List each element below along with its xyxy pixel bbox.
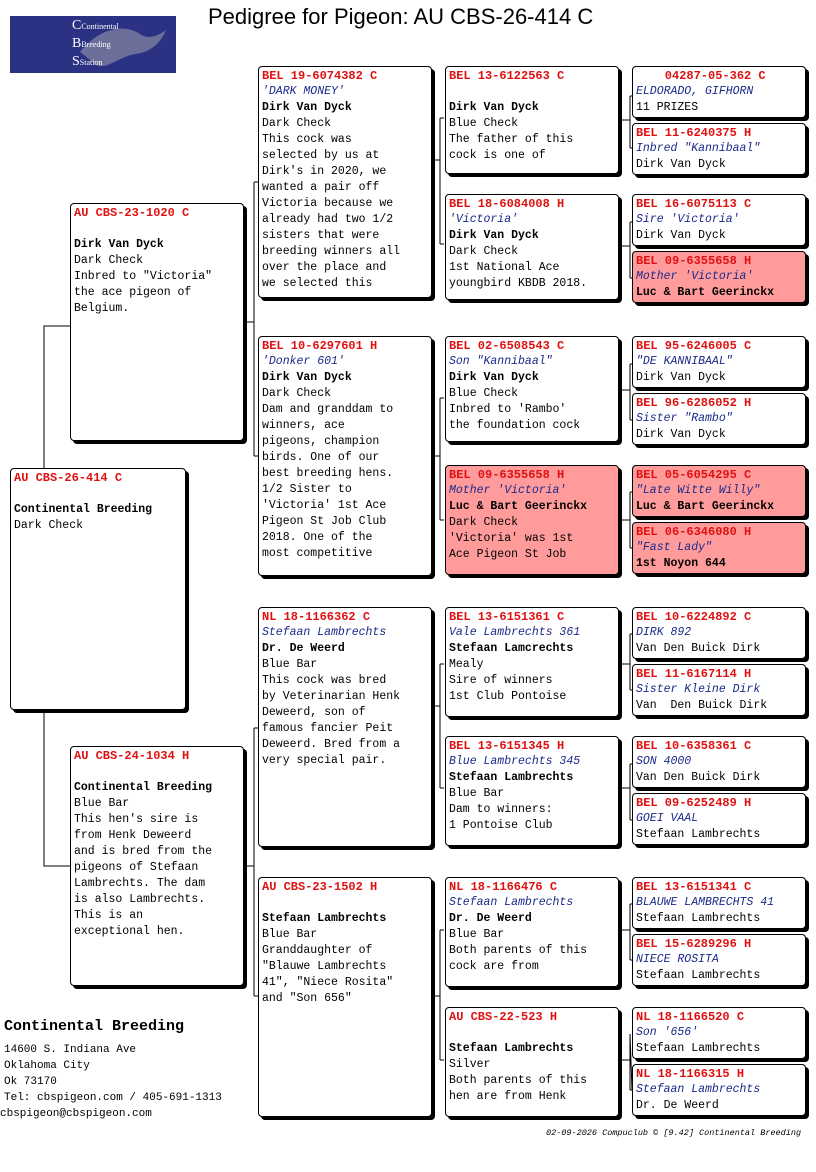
gen4-card[interactable] <box>632 877 806 929</box>
note-line: cock is one of <box>449 149 546 162</box>
pigeon-name: 'Donker 601' <box>262 355 345 368</box>
note-line: Blue Bar <box>449 928 505 941</box>
gen4-card[interactable] <box>632 736 806 788</box>
owner: Stefaan Lambrechts <box>449 1042 574 1055</box>
note-line: 1st National Ace <box>449 261 560 274</box>
note-line: Victoria because we <box>262 197 394 210</box>
note-line: Lambrechts. The dam <box>74 877 206 890</box>
gen4-card[interactable] <box>632 793 806 845</box>
note-line: we selected this <box>262 277 373 290</box>
ddd-card[interactable] <box>445 1007 619 1117</box>
note-line: Sire of winners <box>449 674 553 687</box>
logo-line-3: SStation <box>72 54 103 69</box>
pigeon-name: Vale Lambrechts 361 <box>449 626 581 639</box>
note-line: the ace pigeon of <box>74 286 192 299</box>
ring-number: BEL 19-6074382 C <box>262 69 378 83</box>
note-line: Deweerd, son of <box>262 706 366 719</box>
ring-number: BEL 15-6289296 H <box>636 937 752 951</box>
note-line: Stefaan Lambrechts <box>636 912 761 925</box>
note-line: Inbred to "Victoria" <box>74 270 213 283</box>
note-line: Blue Bar <box>262 928 318 941</box>
note-line: Dark Check <box>262 117 332 130</box>
note-line: 'Victoria' 1st Ace <box>262 499 387 512</box>
ring-number: BEL 10-6358361 C <box>636 739 752 753</box>
ring-number: AU CBS-22-523 H <box>449 1010 558 1024</box>
color: Dark Check <box>14 519 84 532</box>
note-line: Stefaan Lambrechts <box>636 828 761 841</box>
note-line: exceptional hen. <box>74 925 185 938</box>
note-line: This hen's sire is <box>74 813 199 826</box>
note-line: Dirk Van Dyck <box>636 371 726 384</box>
note-line: Dam to winners: <box>449 803 553 816</box>
pigeon-name: ELDORADO, GIFHORN <box>636 85 754 98</box>
owner: Continental Breeding <box>14 503 153 516</box>
ring-number: NL 18-1166315 H <box>636 1067 745 1081</box>
note-line: by Veterinarian Henk <box>262 690 401 703</box>
note-line: wanted a pair off <box>262 181 380 194</box>
note-line: 41", "Niece Rosita" <box>262 976 394 989</box>
dam-sire-card[interactable] <box>258 607 432 847</box>
gen4-card[interactable] <box>632 664 806 716</box>
ring-number: BEL 13-6151361 C <box>449 610 565 624</box>
gen4-card[interactable] <box>632 1064 806 1116</box>
ring-number: AU CBS-23-1020 C <box>74 206 190 220</box>
pigeon-name: Inbred "Kannibaal" <box>636 142 761 155</box>
note-line: from Henk Deweerd <box>74 829 192 842</box>
dds-card[interactable] <box>445 877 619 987</box>
note-line: already had two 1/2 <box>262 213 394 226</box>
owner: Dirk Van Dyck <box>262 371 352 384</box>
owner: Stefaan Lambrechts <box>449 771 574 784</box>
pigeon-name: SON 4000 <box>636 755 692 768</box>
note-line: Dark Check <box>262 387 332 400</box>
note-line: Dam and granddam to <box>262 403 394 416</box>
note-line: winners, ace <box>262 419 345 432</box>
owner: Luc & Bart Geerinckx <box>636 500 775 513</box>
pigeon-name: 'DARK MONEY' <box>262 85 345 98</box>
note-line: 1/2 Sister to <box>262 483 352 496</box>
note-line: Inbred to 'Rambo' <box>449 403 567 416</box>
pigeon-name: Blue Lambrechts 345 <box>449 755 581 768</box>
owner: Stefaan Lamcrechts <box>449 642 574 655</box>
ring-number: BEL 11-6167114 H <box>636 667 752 681</box>
ring-number: AU CBS-23-1502 H <box>262 880 378 894</box>
pigeon-name: "DE KANNIBAAL" <box>636 355 733 368</box>
pigeon-name: NIECE ROSITA <box>636 953 719 966</box>
note-line: Deweerd. Bred from a <box>262 738 401 751</box>
footer-address-line: Ok 73170 <box>4 1076 57 1088</box>
ring-number: NL 18-1166520 C <box>636 1010 745 1024</box>
gen4-card[interactable] <box>632 251 806 303</box>
owner: Luc & Bart Geerinckx <box>636 286 775 299</box>
gen4-card[interactable] <box>632 194 806 246</box>
note-line: 1st Club Pontoise <box>449 690 567 703</box>
note-line: Blue Bar <box>262 658 318 671</box>
note-line: Silver <box>449 1058 491 1071</box>
ring-number: BEL 09-6355658 H <box>636 254 752 268</box>
ring-number: BEL 10-6297601 H <box>262 339 378 353</box>
footer-company-name: Continental Breeding <box>4 1018 185 1035</box>
owner: Dr. De Weerd <box>262 642 345 655</box>
pigeon-name: DIRK 892 <box>636 626 692 639</box>
note-line: Van Den Buick Dirk <box>636 699 768 712</box>
note-line: hen are from Henk <box>449 1090 567 1103</box>
pigeon-name: Mother 'Victoria' <box>449 484 567 497</box>
footer-address-line: 14600 S. Indiana Ave <box>4 1044 137 1056</box>
note-line: Both parents of this <box>449 944 588 957</box>
note-line: 2018. One of the <box>262 531 373 544</box>
ring-number: BEL 06-6346080 H <box>636 525 752 539</box>
logo-line-1: CContinental <box>72 18 119 33</box>
dsd-card[interactable] <box>445 736 619 846</box>
note-line: 'Victoria' was 1st <box>449 532 574 545</box>
owner: Dirk Van Dyck <box>449 229 539 242</box>
owner: Dirk Van Dyck <box>449 371 539 384</box>
note-line: Belgium. <box>74 302 130 315</box>
gen4-card[interactable] <box>632 66 806 118</box>
sire-dam-card[interactable] <box>258 336 432 576</box>
note-line: 11 PRIZES <box>636 101 699 114</box>
pigeon-name: Sister Kleine Dirk <box>636 683 761 696</box>
note-line: and is bred from the <box>74 845 213 858</box>
gen4-card[interactable] <box>632 393 806 445</box>
dam-dam-card[interactable] <box>258 877 432 1117</box>
note-line: famous fancier Peit <box>262 722 394 735</box>
note-line: Dirk Van Dyck <box>636 428 726 441</box>
note-line: selected by us at <box>262 149 380 162</box>
ring-number: BEL 18-6084008 H <box>449 197 565 211</box>
pigeon-name: Son "Kannibaal" <box>449 355 553 368</box>
pigeon-name: BLAUWE LAMBRECHTS 41 <box>636 896 775 909</box>
pigeon-name: Son '656' <box>636 1026 699 1039</box>
ring-number: BEL 11-6240375 H <box>636 126 752 140</box>
pigeon-name: GOEI VAAL <box>636 812 699 825</box>
note-line: Blue Check <box>449 387 519 400</box>
ring-number: BEL 13-6151341 C <box>636 880 752 894</box>
ring-number: AU CBS-24-1034 H <box>74 749 190 763</box>
ring-number: BEL 10-6224892 C <box>636 610 752 624</box>
note-line: The father of this <box>449 133 574 146</box>
note-line: Blue Bar <box>74 797 130 810</box>
note-line: best breeding hens. <box>262 467 394 480</box>
pigeon-name: "Late Witte Willy" <box>636 484 761 497</box>
owner: Continental Breeding <box>74 781 213 794</box>
page-title: Pedigree for Pigeon: AU CBS-26-414 C <box>208 4 594 29</box>
note-line: Dirk Van Dyck <box>636 158 726 171</box>
ring-number: BEL 13-6122563 C <box>449 69 565 83</box>
note-line: youngbird KBDB 2018. <box>449 277 588 290</box>
note-line: Dirk Van Dyck <box>636 229 726 242</box>
pigeon-name: Mother 'Victoria' <box>636 270 754 283</box>
note-line: Mealy <box>449 658 484 671</box>
gen4-card[interactable] <box>632 465 806 517</box>
pigeon-name: "Fast Lady" <box>636 541 712 554</box>
gen4-card[interactable] <box>632 934 806 986</box>
note-line: cock are from <box>449 960 539 973</box>
pigeon-name: 'Victoria' <box>449 213 519 226</box>
ring-number: BEL 13-6151345 H <box>449 739 565 753</box>
pigeon-name: Sister "Rambo" <box>636 412 733 425</box>
gen4-card[interactable] <box>632 522 806 574</box>
print-stamp: 02-09-2026 Compuclub © [9.42] Continental Breeding <box>546 1128 802 1138</box>
pigeon-name: Sire 'Victoria' <box>636 213 740 226</box>
sire-sire-card[interactable] <box>258 66 432 298</box>
owner: 1st Noyon 644 <box>636 557 726 570</box>
owner: Stefaan Lambrechts <box>262 912 387 925</box>
note-line: over the place and <box>262 261 387 274</box>
dss-card[interactable] <box>445 607 619 717</box>
note-line: sisters that were <box>262 229 380 242</box>
note-line: Dark Check <box>449 245 519 258</box>
note-line: Van Den Buick Dirk <box>636 642 761 655</box>
gen4-card[interactable] <box>632 1007 806 1059</box>
ring-number: BEL 96-6286052 H <box>636 396 752 410</box>
footer-email: cbspigeon@cbspigeon.com <box>0 1108 152 1120</box>
ssd-card[interactable] <box>445 194 619 300</box>
note-line: Dark Check <box>449 516 519 529</box>
note-line: birds. One of our <box>262 451 380 464</box>
note-line: Stefaan Lambrechts <box>636 969 761 982</box>
pigeon-name: Stefaan Lambrechts <box>636 1083 761 1096</box>
note-line: Blue Check <box>449 117 519 130</box>
note-line: the foundation cock <box>449 419 581 432</box>
note-line: Both parents of this <box>449 1074 588 1087</box>
pigeon-name: Stefaan Lambrechts <box>449 896 574 909</box>
note-line: pigeons of Stefaan <box>74 861 199 874</box>
note-line: is also Lambrechts. <box>74 893 206 906</box>
note-line: Blue Bar <box>449 787 505 800</box>
logo-line-2: BBreeding <box>72 36 111 51</box>
sire-card[interactable] <box>70 203 244 441</box>
ring-number: 04287-05-362 C <box>636 69 766 83</box>
note-line: and "Son 656" <box>262 992 352 1005</box>
note-line: This is an <box>74 909 144 922</box>
note-line: most competitive <box>262 547 373 560</box>
owner: Dirk Van Dyck <box>74 238 164 251</box>
footer-phone: Tel: cbspigeon.com / 405-691-1313 <box>4 1092 222 1104</box>
ring-number: BEL 09-6355658 H <box>449 468 565 482</box>
note-line: Granddaughter of <box>262 944 373 957</box>
sss-card[interactable] <box>445 66 619 174</box>
owner: Dirk Van Dyck <box>449 101 539 114</box>
ring-number: BEL 02-6508543 C <box>449 339 565 353</box>
footer-address-line: Oklahoma City <box>4 1060 90 1072</box>
ring-number: NL 18-1166476 C <box>449 880 558 894</box>
note-line: This cock was bred <box>262 674 387 687</box>
note-line: Pigeon St Job Club <box>262 515 387 528</box>
ring-number: BEL 05-6054295 C <box>636 468 752 482</box>
owner: Dirk Van Dyck <box>262 101 352 114</box>
ring-number: BEL 09-6252489 H <box>636 796 752 810</box>
note-line: 1 Pontoise Club <box>449 819 553 832</box>
ring-number: NL 18-1166362 C <box>262 610 371 624</box>
owner: Dr. De Weerd <box>449 912 532 925</box>
note-line: Dirk's in 2020, we <box>262 165 387 178</box>
sdd-card[interactable] <box>445 465 619 575</box>
gen4-card[interactable] <box>632 607 806 659</box>
dam-card[interactable] <box>70 746 244 986</box>
note-line: Van Den Buick Dirk <box>636 771 761 784</box>
note-line: Stefaan Lambrechts <box>636 1042 761 1055</box>
sds-card[interactable] <box>445 336 619 442</box>
pigeon-name: Stefaan Lambrechts <box>262 626 387 639</box>
note-line: "Blauwe Lambrechts <box>262 960 387 973</box>
gen4-card[interactable] <box>632 336 806 388</box>
note-line: breeding winners all <box>262 245 401 258</box>
note-line: very special pair. <box>262 754 387 767</box>
note-line: Dr. De Weerd <box>636 1099 719 1112</box>
note-line: Ace Pigeon St Job <box>449 548 567 561</box>
ring-number: BEL 16-6075113 C <box>636 197 752 211</box>
note-line: This cock was <box>262 133 352 146</box>
subject-card[interactable] <box>10 468 186 710</box>
note-line: pigeons, champion <box>262 435 380 448</box>
gen4-card[interactable] <box>632 123 806 175</box>
owner: Luc & Bart Geerinckx <box>449 500 588 513</box>
ring-number: AU CBS-26-414 C <box>14 471 123 485</box>
ring-number: BEL 95-6246005 C <box>636 339 752 353</box>
note-line: Dark Check <box>74 254 144 267</box>
